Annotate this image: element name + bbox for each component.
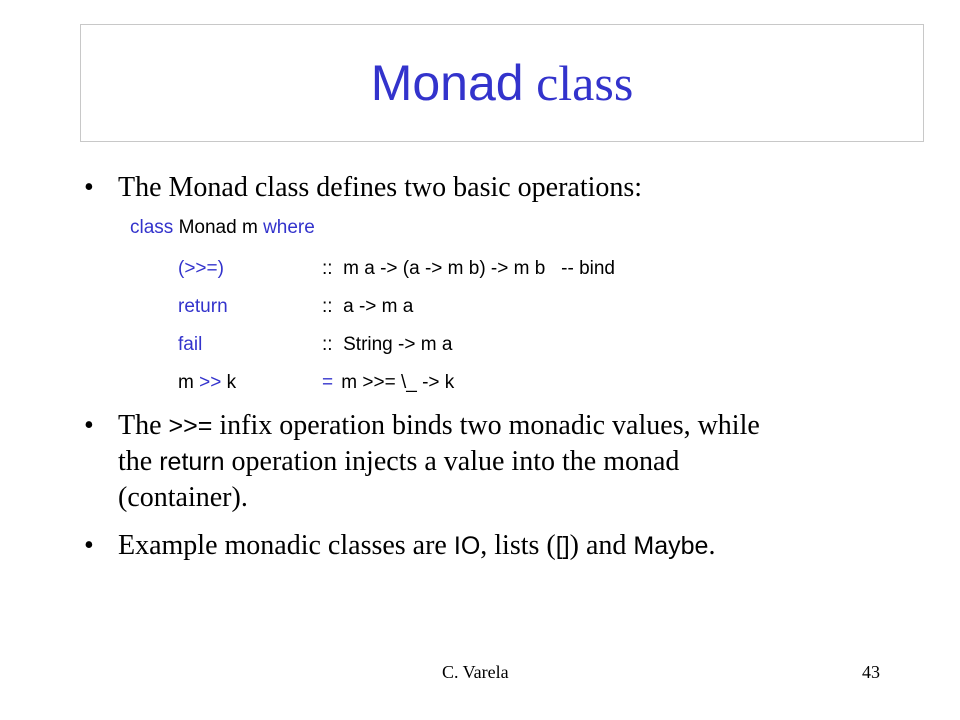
bullet-3 (84, 528, 716, 564)
title-monad: Monad (370, 55, 524, 111)
code-fail-name: fail (178, 334, 203, 355)
code-return-signature: :: a -> m a (322, 296, 414, 317)
bullet-2-line-3: (container). (118, 482, 248, 513)
maybe-type: Maybe (633, 532, 709, 560)
bullet-2-text: the (118, 446, 160, 477)
bullet-dot: • (84, 410, 94, 441)
code-fail-signature: :: String -> m a (322, 334, 453, 355)
bullet-2-text: operation injects a value into the monad (224, 446, 680, 477)
page-number: 43 (862, 662, 880, 682)
footer-author: C. Varela (442, 662, 509, 682)
code-return-name: return (178, 296, 228, 317)
io-type: IO (453, 532, 481, 560)
code-fail-line (178, 333, 878, 357)
code-class-line (130, 216, 315, 240)
list-type: [] (555, 532, 570, 560)
code-bind-signature: :: m a -> (a -> m b) -> m b -- bind (322, 258, 615, 279)
code-bind-name: (>>=) (178, 258, 224, 279)
bullet-2 (84, 408, 760, 516)
bullet-3-text: Example monadic classes are (118, 530, 454, 561)
bullet-3-text: , lists ( (480, 530, 556, 561)
code-then-definition: m >>= \_ -> k (336, 372, 455, 393)
bullet-dot: • (84, 530, 94, 561)
code-then-line (178, 371, 878, 395)
bullet-3-text: . (708, 530, 716, 561)
bind-operator: >>= (168, 412, 213, 440)
bullet-1-text: The Monad class defines two basic operations: (118, 172, 643, 203)
code-class-name: Monad m (173, 217, 264, 238)
code-then-operator: >> (199, 372, 222, 393)
title-box (80, 24, 924, 142)
code-then-equals: = (322, 372, 334, 393)
code-return-line (178, 295, 878, 319)
code-keyword-where: where (263, 217, 315, 238)
code-then-m: m (178, 372, 200, 393)
slide-title (370, 55, 634, 111)
bullet-3-text: ) and (569, 530, 634, 561)
bullet-2-text: The (118, 410, 169, 441)
bullet-2-text: infix operation binds two monadic values, while (212, 410, 760, 441)
bullet-2-line-2 (118, 444, 760, 480)
code-keyword-class: class (130, 217, 174, 238)
bullet-2-line-1 (118, 408, 760, 444)
code-then-k: k (221, 372, 237, 393)
title-class: class (523, 55, 634, 111)
code-bind-line (178, 257, 878, 281)
return-keyword: return (159, 448, 225, 476)
bullet-1 (84, 170, 643, 206)
bullet-dot: • (84, 172, 94, 203)
